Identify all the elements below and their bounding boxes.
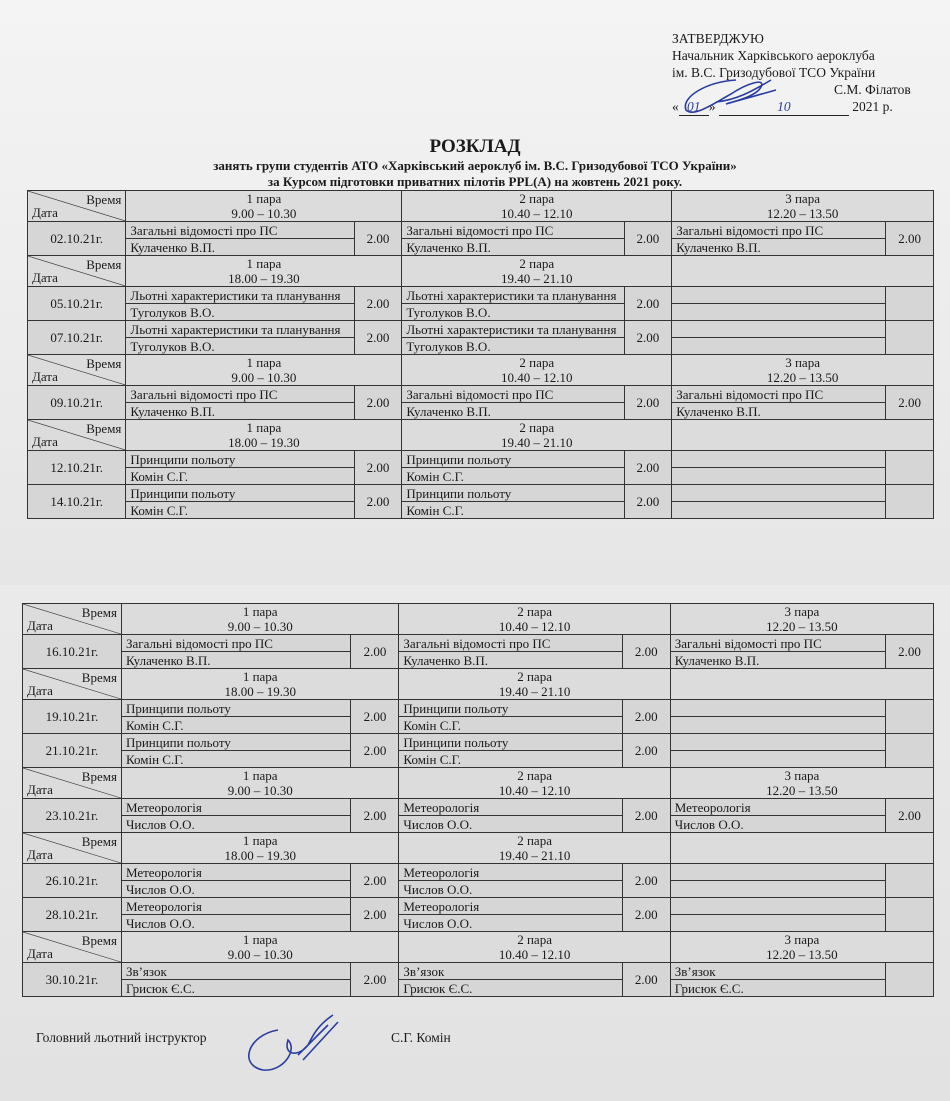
approval-date: « 01 » 10 2021 р. [672,99,893,114]
teacher-cell: Туголуков В.О. [402,304,624,321]
corner-cell [28,191,126,222]
empty-hours-cell [886,451,934,485]
empty-cell [670,751,885,768]
pair-2-header [399,669,670,700]
empty-cell [672,321,886,338]
table-row [23,635,934,652]
subject-cell: Принципи польоту [402,485,624,502]
corner-cell [28,256,126,287]
hours-cell: 2.00 [886,635,934,669]
teacher-cell: Кулаченко В.П. [672,239,886,256]
empty-cell [670,915,885,932]
subject-cell: Принципи польоту [121,700,351,717]
pair-label: 2 пара [519,191,555,206]
pair-label: 3 пара [784,768,820,783]
pair-time: 12.20 – 13.50 [766,783,838,798]
empty-header [670,669,933,700]
hours-cell: 2.00 [354,222,402,256]
footer-name: С.Г. Комін [391,1030,451,1045]
pair-time: 18.00 – 19.30 [224,684,296,699]
empty-cell [670,898,885,915]
header-row-morning [28,355,934,386]
date-cell: 16.10.21г. [23,635,122,669]
hours-cell: 2.00 [622,700,670,734]
approver-name: С.М. Філатов [834,82,911,97]
hours-cell: 2.00 [351,635,399,669]
hours-cell: 2.00 [351,734,399,768]
corner-cell [23,833,122,864]
teacher-cell: Кулаченко В.П. [402,239,624,256]
date-cell: 19.10.21г. [23,700,122,734]
subject-cell: Зв’язок [121,963,351,980]
hours-cell: 2.00 [622,963,670,997]
empty-header [670,833,933,864]
subject-cell: Метеорологія [670,799,885,816]
date-cell: 05.10.21г. [28,287,126,321]
teacher-cell: Числов О.О. [399,881,622,898]
teacher-cell: Комін С.Г. [399,717,622,734]
pair-time: 19.40 – 21.10 [501,435,573,450]
table-row [23,816,934,833]
table-row [23,881,934,898]
subject-cell: Загальні відомості про ПС [126,222,354,239]
title-line-1: занять групи студентів АТО «Харківський аероклуб ім. В.С. Гризодубової ТСО України» [213,158,737,173]
table-row [23,864,934,881]
pair-3-header [670,768,933,799]
approval-year: 2021 р. [852,99,893,114]
header-row-morning [23,604,934,635]
table-row [23,652,934,669]
empty-cell [670,700,885,717]
pair-time: 9.00 – 10.30 [227,619,293,634]
table-row [23,799,934,816]
pair-1-header [126,355,402,386]
pair-time: 9.00 – 10.30 [227,783,293,798]
corner-time-label: Время [86,257,122,272]
teacher-cell: Комін С.Г. [126,502,354,519]
pair-label: 1 пара [246,355,282,370]
pair-1-header [121,768,398,799]
pair-time: 12.20 – 13.50 [766,206,839,221]
date-cell: 30.10.21г. [23,963,122,997]
empty-cell [670,734,885,751]
title-heading: РОЗКЛАД [429,136,521,157]
pair-time: 12.20 – 13.50 [766,370,839,385]
schedule-table-2 [22,603,934,997]
date-cell: 28.10.21г. [23,898,122,932]
subject-cell: Зв’язок [399,963,622,980]
teacher-cell: Комін С.Г. [121,717,351,734]
hours-cell: 2.00 [351,864,399,898]
pair-1-header [126,256,402,287]
hours-cell: 2.00 [624,321,672,355]
date-cell: 21.10.21г. [23,734,122,768]
header-row-evening [23,833,934,864]
pair-2-header [402,355,672,386]
pair-time: 10.40 – 12.10 [498,947,571,962]
hours-cell: 2.00 [886,386,934,420]
approval-day: 01 [679,98,709,116]
pair-2-header [402,191,672,222]
pair-2-header [399,932,670,963]
pair-3-header [672,355,934,386]
hours-cell: 2.00 [354,287,402,321]
pair-3-header [670,932,933,963]
date-cell: 12.10.21г. [28,451,126,485]
pair-1-header [126,420,402,451]
corner-time-label: Время [86,192,122,207]
table-row [23,980,934,997]
empty-hours-cell [886,864,934,898]
pair-2-header [402,420,672,451]
pair-label: 2 пара [519,256,555,271]
table-row [28,386,934,403]
corner-date-label: Дата [32,270,58,285]
teacher-cell: Кулаченко В.П. [672,403,886,420]
table-row [28,468,934,485]
header-row-morning [23,932,934,963]
pair-label: 1 пара [242,604,278,619]
empty-hours-cell [886,287,934,321]
pair-time: 9.00 – 10.30 [231,370,297,385]
teacher-cell: Туголуков В.О. [402,338,624,355]
date-cell: 07.10.21г. [28,321,126,355]
table-row [23,963,934,980]
approval-line-2: ім. В.С. Гризодубової ТСО України [672,65,876,80]
hours-cell: 2.00 [354,321,402,355]
date-cell: 14.10.21г. [28,485,126,519]
pair-time: 10.40 – 12.10 [501,206,573,221]
empty-hours-cell [886,734,934,768]
teacher-cell: Числов О.О. [670,816,885,833]
corner-date-label: Дата [27,683,53,698]
table-row [28,485,934,502]
empty-cell [672,287,886,304]
date-cell: 09.10.21г. [28,386,126,420]
pair-time: 10.40 – 12.10 [498,619,571,634]
teacher-cell: Кулаченко В.П. [121,652,351,669]
subject-cell: Загальні відомості про ПС [399,635,622,652]
empty-hours-cell [886,485,934,519]
date-cell: 23.10.21г. [23,799,122,833]
teacher-cell: Кулаченко В.П. [399,652,622,669]
subject-cell: Принципи польоту [121,734,351,751]
approval-month: 10 [719,98,849,116]
pair-label: 1 пара [246,256,282,271]
table-row [23,717,934,734]
subject-cell: Метеорологія [399,864,622,881]
approver-signature-icon [676,72,786,117]
subject-cell: Метеорологія [399,799,622,816]
corner-date-label: Дата [27,618,53,633]
pair-label: 3 пара [785,191,820,206]
subject-cell: Льотні характеристики та планування [402,287,624,304]
pair-time: 18.00 – 19.30 [228,435,300,450]
pair-1-header [121,604,398,635]
header-row-evening [28,420,934,451]
teacher-cell: Комін С.Г. [126,468,354,485]
subject-cell: Принципи польоту [126,485,354,502]
pair-label: 1 пара [246,191,282,206]
corner-cell [28,420,126,451]
empty-cell [672,451,886,468]
table-row [23,700,934,717]
teacher-cell: Грисюк Є.С. [121,980,351,997]
corner-date-label: Дата [27,782,53,797]
teacher-cell: Кулаченко В.П. [402,403,624,420]
approval-heading: ЗАТВЕРДЖУЮ [672,31,764,46]
teacher-cell: Грисюк Є.С. [399,980,622,997]
pair-1-header [121,833,398,864]
footer-position: Головний льотний інструктор [36,1030,207,1045]
teacher-cell: Комін С.Г. [402,502,624,519]
subject-cell: Льотні характеристики та планування [402,321,624,338]
pair-time: 18.00 – 19.30 [224,848,296,863]
empty-cell [672,304,886,321]
empty-cell [670,864,885,881]
subject-cell: Загальні відомості про ПС [672,386,886,403]
hours-cell: 2.00 [624,386,672,420]
pair-label: 3 пара [785,355,820,370]
subject-cell: Загальні відомості про ПС [121,635,351,652]
header-row-evening [28,256,934,287]
empty-hours-cell [886,898,934,932]
hours-cell: 2.00 [886,222,934,256]
subject-cell: Загальні відомості про ПС [402,222,624,239]
pair-1-header [121,669,398,700]
table-row [23,898,934,915]
pair-label: 1 пара [242,833,278,848]
table-row [28,403,934,420]
hours-cell: 2.00 [886,799,934,833]
subject-cell: Льотні характеристики та планування [126,287,354,304]
empty-cell [672,485,886,502]
pair-time: 10.40 – 12.10 [498,783,571,798]
corner-cell [23,768,122,799]
table-row [28,287,934,304]
hours-cell: 2.00 [351,700,399,734]
hours-cell: 2.00 [622,635,670,669]
date-cell: 02.10.21г. [28,222,126,256]
table-row [28,239,934,256]
empty-hours-cell [886,700,934,734]
empty-header [672,420,934,451]
pair-time: 10.40 – 12.10 [501,370,573,385]
subject-cell: Принципи польоту [399,700,622,717]
subject-cell: Льотні характеристики та планування [126,321,354,338]
teacher-cell: Туголуков В.О. [126,338,354,355]
empty-cell [672,502,886,519]
pair-label: 2 пара [517,932,552,947]
corner-time-label: Время [81,769,117,784]
hours-cell: 2.00 [622,734,670,768]
corner-date-label: Дата [27,946,53,961]
subject-cell: Загальні відомості про ПС [672,222,886,239]
corner-date-label: Дата [32,369,58,384]
hours-cell: 2.00 [624,287,672,321]
corner-time-label: Время [81,834,117,849]
empty-hours-cell [886,963,934,997]
pair-time: 19.40 – 21.10 [501,271,573,286]
hours-cell: 2.00 [351,799,399,833]
pair-3-header [670,604,933,635]
subject-cell: Загальні відомості про ПС [402,386,624,403]
subject-cell: Принципи польоту [402,451,624,468]
hours-cell: 2.00 [624,222,672,256]
title-line-2: за Курсом підготовки приватних пілотів PPL(A) на жовтень 2021 року. [267,174,683,189]
corner-cell [28,355,126,386]
corner-time-label: Время [81,670,117,685]
corner-date-label: Дата [32,434,58,449]
table-row [23,734,934,751]
header-row-evening [23,669,934,700]
subject-cell: Метеорологія [399,898,622,915]
pair-label: 1 пара [246,420,282,435]
pair-label: 2 пара [519,420,555,435]
empty-cell [670,881,885,898]
instructor-signature-icon [238,1010,348,1075]
teacher-cell: Числов О.О. [121,915,351,932]
hours-cell: 2.00 [622,864,670,898]
empty-cell [670,717,885,734]
empty-cell [672,468,886,485]
hours-cell: 2.00 [351,898,399,932]
empty-cell [672,338,886,355]
hours-cell: 2.00 [354,386,402,420]
pair-label: 3 пара [784,604,820,619]
pair-label: 2 пара [519,355,555,370]
teacher-cell: Кулаченко В.П. [126,239,354,256]
table-row [28,502,934,519]
table-row [28,222,934,239]
corner-date-label: Дата [27,847,53,862]
pair-time: 19.40 – 21.10 [498,684,571,699]
empty-hours-cell [886,321,934,355]
pair-2-header [399,604,670,635]
table-row [28,451,934,468]
pair-label: 3 пара [784,932,820,947]
pair-label: 1 пара [242,669,278,684]
pair-time: 9.00 – 10.30 [227,947,293,962]
corner-time-label: Время [86,421,122,436]
teacher-cell: Грисюк Є.С. [670,980,885,997]
pair-1-header [121,932,398,963]
corner-cell [23,604,122,635]
pair-label: 2 пара [517,604,552,619]
subject-cell: Загальні відомості про ПС [126,386,354,403]
empty-header [672,256,934,287]
table-row [28,338,934,355]
pair-label: 1 пара [242,768,278,783]
pair-label: 2 пара [517,768,552,783]
table-row [23,751,934,768]
pair-3-header [672,191,934,222]
teacher-cell: Комін С.Г. [121,751,351,768]
teacher-cell: Туголуков В.О. [126,304,354,321]
teacher-cell: Числов О.О. [399,816,622,833]
pair-2-header [399,768,670,799]
pair-time: 9.00 – 10.30 [231,206,297,221]
pair-2-header [402,256,672,287]
corner-time-label: Время [86,356,122,371]
approval-line-1: Начальник Харківського аероклуба [672,48,875,63]
teacher-cell: Кулаченко В.П. [126,403,354,420]
corner-cell [23,932,122,963]
hours-cell: 2.00 [354,485,402,519]
pair-1-header [126,191,402,222]
teacher-cell: Числов О.О. [399,915,622,932]
corner-time-label: Время [81,605,117,620]
teacher-cell: Числов О.О. [121,881,351,898]
subject-cell: Принципи польоту [126,451,354,468]
subject-cell: Загальні відомості про ПС [670,635,885,652]
subject-cell: Метеорологія [121,898,351,915]
teacher-cell: Числов О.О. [121,816,351,833]
corner-time-label: Время [81,933,117,948]
hours-cell: 2.00 [624,451,672,485]
hours-cell: 2.00 [354,451,402,485]
teacher-cell: Кулаченко В.П. [670,652,885,669]
header-row-morning [28,191,934,222]
pair-time: 18.00 – 19.30 [228,271,300,286]
pair-2-header [399,833,670,864]
teacher-cell: Комін С.Г. [402,468,624,485]
pair-label: 2 пара [517,669,552,684]
pair-time: 19.40 – 21.10 [498,848,571,863]
pair-time: 12.20 – 13.50 [766,947,838,962]
schedule-table-1 [27,190,934,519]
header-row-morning [23,768,934,799]
table-row [23,915,934,932]
subject-cell: Метеорологія [121,864,351,881]
hours-cell: 2.00 [622,799,670,833]
corner-date-label: Дата [32,205,58,220]
teacher-cell: Комін С.Г. [399,751,622,768]
date-cell: 26.10.21г. [23,864,122,898]
pair-label: 1 пара [242,932,278,947]
document-title [0,136,950,190]
hours-cell: 2.00 [622,898,670,932]
hours-cell: 2.00 [351,963,399,997]
table-row [28,304,934,321]
subject-cell: Метеорологія [121,799,351,816]
table-row [28,321,934,338]
pair-time: 12.20 – 13.50 [766,619,838,634]
subject-cell: Зв’язок [670,963,885,980]
subject-cell: Принципи польоту [399,734,622,751]
pair-label: 2 пара [517,833,552,848]
corner-cell [23,669,122,700]
hours-cell: 2.00 [624,485,672,519]
